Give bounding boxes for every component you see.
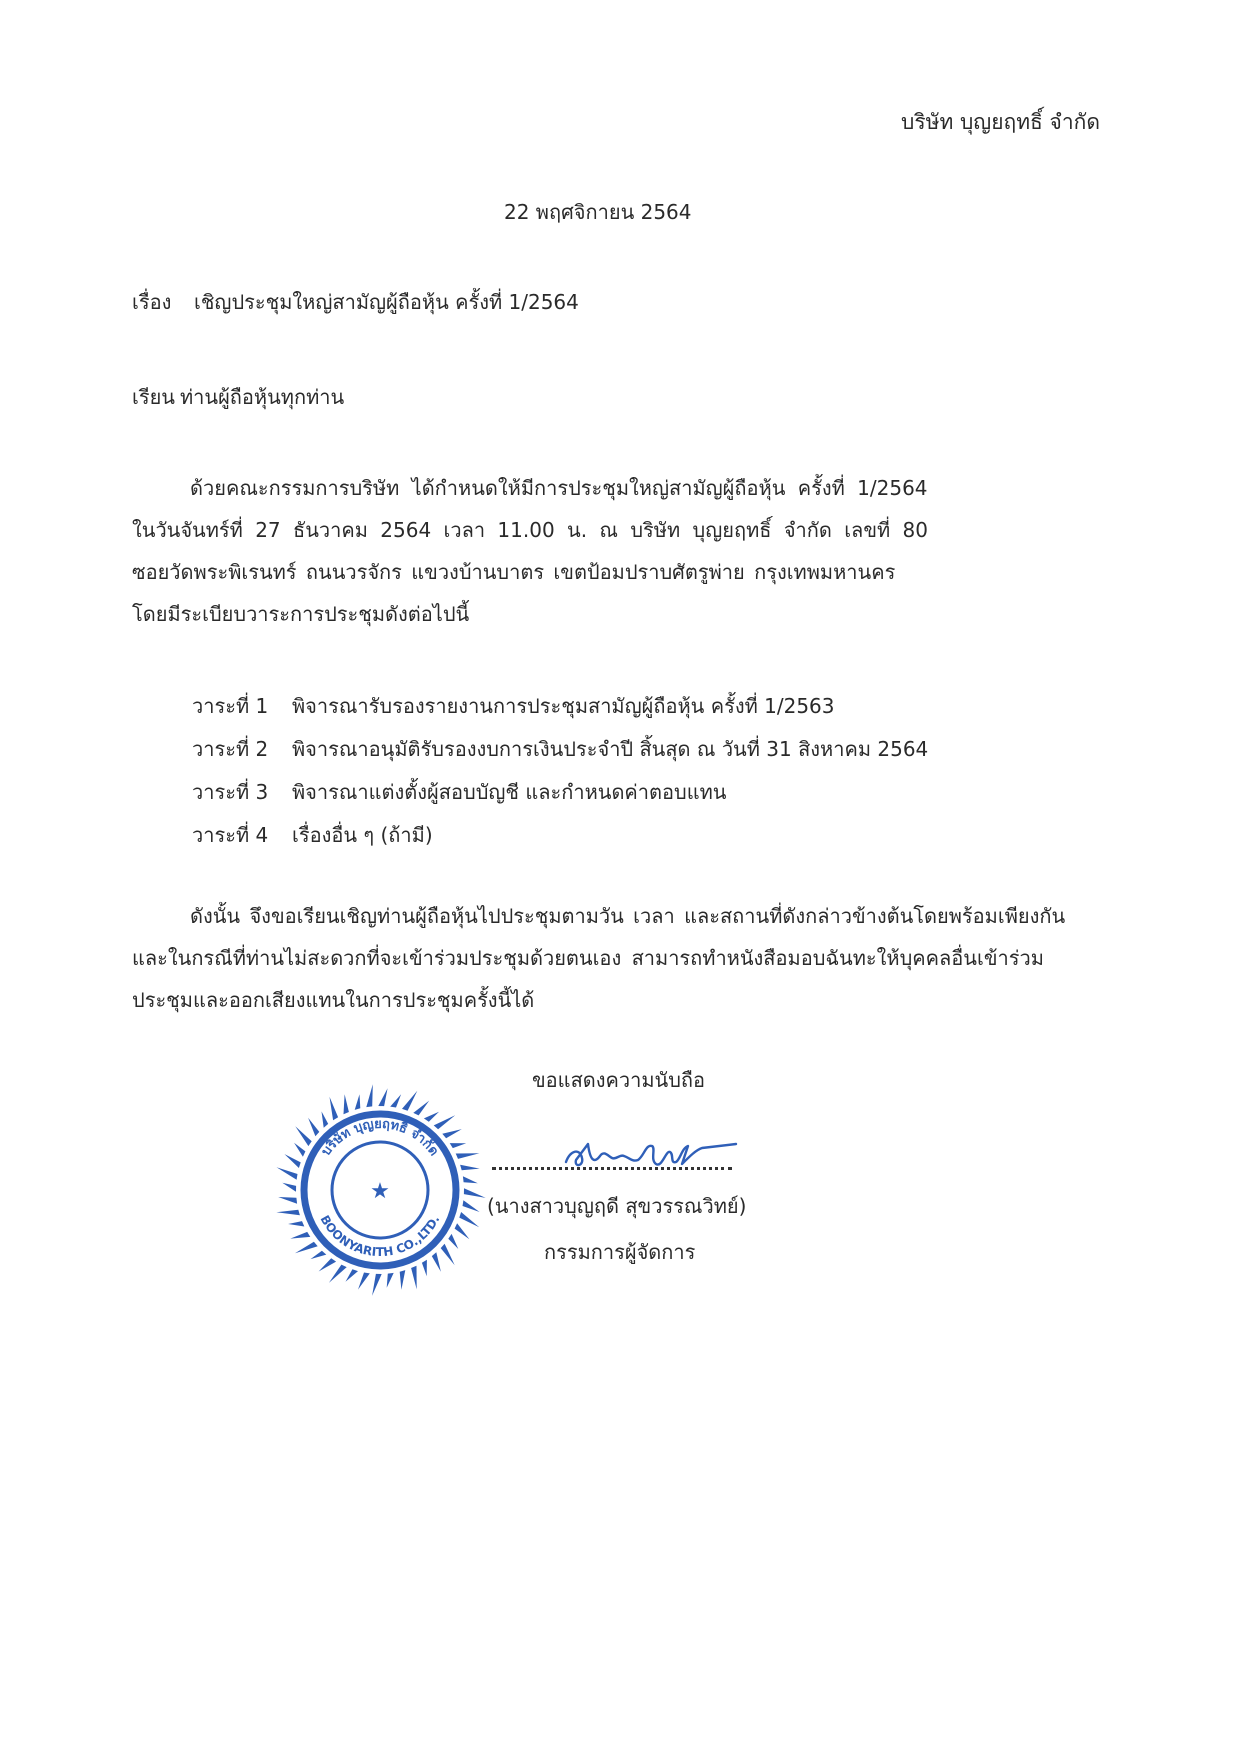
stamp-ray xyxy=(442,1129,462,1138)
stamp-ray xyxy=(413,1101,429,1116)
stamp-ray xyxy=(456,1153,480,1159)
salutation-line xyxy=(132,385,344,409)
signer-title: กรรมการผู้จัดการ xyxy=(544,1240,696,1264)
paragraph1-line1: ด้วยคณะกรรมการบริษัท ได้กำหนดให้มีการประชุมใหญ่สามัญผู้ถือหุ้น ครั้งที่ 1/2564 xyxy=(190,476,928,500)
stamp-ray xyxy=(402,1091,417,1111)
subject-label: เรื่อง xyxy=(132,290,172,314)
agenda-text: พิจารณารับรองรายงานการประชุมสามัญผู้ถือหุ้น ครั้งที่ 1/2563 xyxy=(292,694,835,718)
stamp-ray xyxy=(295,1242,318,1254)
company-stamp xyxy=(268,1078,492,1302)
stamp-ray xyxy=(463,1176,478,1183)
stamp-ray xyxy=(460,1165,480,1171)
agenda-label: วาระที่ 4 xyxy=(192,823,269,847)
stamp-ray xyxy=(432,1252,441,1272)
agenda-item xyxy=(192,776,726,808)
stamp-ray xyxy=(441,1244,455,1266)
stamp-ray xyxy=(463,1200,480,1212)
paragraph1-line2: ในวันจันทร์ที่ 27 ธันวาคม 2564 เวลา 11.00 น. ณ บริษัท บุญยฤทธิ์ จำกัด เลขที่ 80 xyxy=(132,518,928,542)
agenda-text: พิจารณาอนุมัติรับรองงบการเงินประจำปี สิ้นสุด ณ วันที่ 31 สิงหาคม 2564 xyxy=(292,737,929,761)
stamp-text-bottom: BOONYARITH CO.,LTD. xyxy=(317,1212,443,1260)
stamp-ray xyxy=(355,1094,361,1110)
stamp-ray xyxy=(330,1097,339,1121)
signature-dotted-line xyxy=(492,1167,732,1170)
stamp-ray xyxy=(455,1223,470,1239)
subject-text: เชิญประชุมใหญ่สามัญผู้ถือหุ้น ครั้งที่ 1/2564 xyxy=(194,290,579,314)
company-header: บริษัท บุญยฤทธิ์ จำกัด xyxy=(901,110,1100,134)
stamp-ray xyxy=(322,1111,329,1127)
stamp-ray xyxy=(448,1234,458,1249)
stamp-ray xyxy=(278,1197,297,1204)
agenda-label: วาระที่ 3 xyxy=(192,780,269,804)
stamp-ray xyxy=(277,1167,298,1180)
stamp-ray xyxy=(294,1143,305,1157)
stamp-ray xyxy=(290,1232,310,1239)
closing-text: ขอแสดงความนับถือ xyxy=(532,1068,706,1092)
stamp-ray xyxy=(400,1270,406,1290)
stamp-ray xyxy=(285,1154,301,1168)
stamp-ray xyxy=(329,1265,347,1283)
agenda-item xyxy=(192,733,928,765)
stamp-ray xyxy=(387,1273,394,1288)
agenda-label: วาระที่ 2 xyxy=(192,737,269,761)
stamp-ray xyxy=(288,1221,304,1226)
stamp-ray xyxy=(282,1183,296,1192)
agenda-label: วาระที่ 1 xyxy=(192,694,269,718)
stamp-ray xyxy=(319,1258,337,1271)
agenda-item xyxy=(192,690,835,722)
stamp-ray xyxy=(434,1115,456,1129)
salutation-label: เรียน xyxy=(132,385,175,409)
subject-line xyxy=(132,290,579,314)
paragraph2-line3: ประชุมและออกเสียงแทนในการประชุมครั้งนี้ได้ xyxy=(132,988,535,1012)
stamp-ray xyxy=(311,1251,327,1259)
agenda-text: พิจารณาแต่งตั้งผู้สอบบัญชี และกำหนดค่าตอบแทน xyxy=(292,780,727,804)
paragraph2-line2: และในกรณีที่ท่านไม่สะดวกที่จะเข้าร่วมประชุมด้วยตนเอง สามารถทำหนังสือมอบฉันทะให้บุคคลอื่นเข้าร่วม xyxy=(132,946,1044,970)
salutation-text: ท่านผู้ถือหุ้นทุกท่าน xyxy=(180,385,345,409)
signer-name: (นางสาวบุญฤดี สุขวรรณวิทย์) xyxy=(487,1194,747,1218)
stamp-ray xyxy=(372,1274,382,1296)
stamp-text-top: บริษัท บุญยฤทธิ์ จำกัด xyxy=(318,1116,442,1159)
stamp-ray xyxy=(276,1210,300,1216)
paragraph1-line3: ซอยวัดพระพิเรนทร์ ถนนวรจักร แขวงบ้านบาตร เขตป้อมปราบศัตรูพ่าย กรุงเทพมหานคร xyxy=(132,560,896,584)
stamp-ray xyxy=(464,1188,486,1198)
stamp-ray xyxy=(411,1266,417,1290)
paragraph1-line4: โดยมีระเบียบวาระการประชุมดังต่อไปนี้ xyxy=(132,602,470,626)
stamp-ray xyxy=(346,1269,359,1281)
stamp-ray xyxy=(308,1118,319,1137)
stamp-ray xyxy=(344,1094,349,1114)
paragraph2-line1: ดังนั้น จึงขอเรียนเชิญท่านผู้ถือหุ้นไปประชุมตามวัน เวลา และสถานที่ดังกล่าวข้างต้นโดยพร้อมเพียงกัน xyxy=(190,904,1066,928)
stamp-ray xyxy=(358,1273,370,1290)
agenda-item xyxy=(192,819,433,851)
stamp-ray xyxy=(450,1143,467,1148)
stamp-ray xyxy=(366,1084,373,1107)
agenda-text: เรื่องอื่น ๆ (ถ้ามี) xyxy=(292,823,433,847)
stamp-star-icon: ★ xyxy=(370,1179,390,1204)
stamp-ray xyxy=(424,1112,439,1122)
stamp-ray xyxy=(295,1126,311,1146)
stamp-ray xyxy=(378,1088,387,1106)
stamp-ray xyxy=(459,1212,479,1227)
stamp-ray xyxy=(390,1094,401,1107)
stamp-ray xyxy=(422,1260,427,1277)
signature-mark xyxy=(560,1120,740,1180)
letter-date: 22 พฤศจิกายน 2564 xyxy=(504,200,692,224)
